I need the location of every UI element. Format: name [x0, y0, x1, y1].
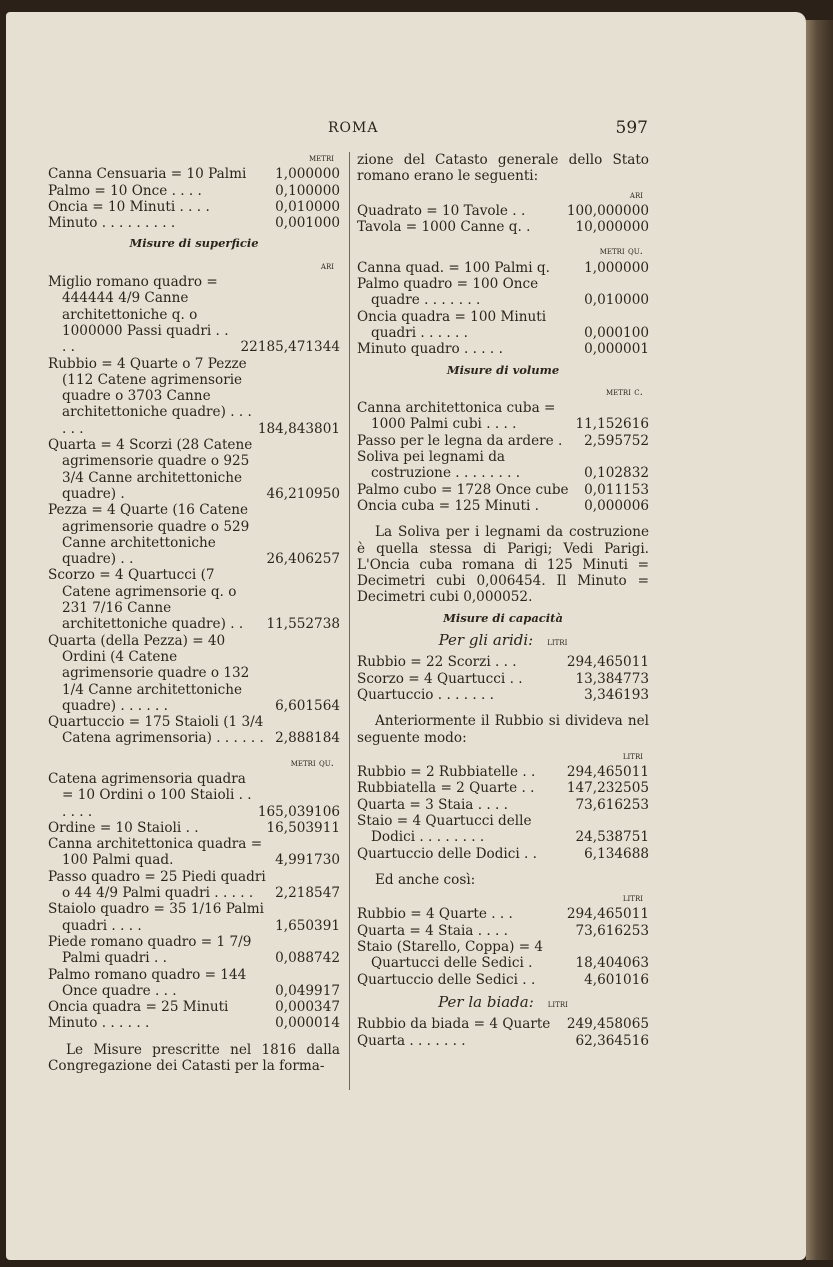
row-value: 4,991730	[275, 852, 340, 869]
table-row	[357, 1033, 649, 1049]
row-label: Canna quad. = 100 Palmi q.	[357, 259, 550, 276]
table-row	[48, 166, 340, 182]
row-label: Oncia quadra = 25 Minuti	[48, 999, 229, 1016]
row-value: 165,039106	[257, 803, 340, 820]
surface-table-2	[48, 771, 340, 1032]
row-value: 100,000000	[566, 202, 649, 219]
section-heading: Misure di volume	[446, 362, 560, 377]
row-label: Palmo romano quadro = 144 Once quadre . . .	[48, 966, 247, 999]
table-row	[48, 869, 340, 902]
table-row	[357, 797, 649, 813]
row-value: 46,210950	[266, 485, 340, 502]
row-label: Staiolo quadro = 35 1/16 Palmi quadri . . . .	[48, 901, 264, 934]
row-value: 249,458065	[566, 1016, 649, 1033]
table-row	[48, 967, 340, 1000]
row-label: Piede romano quadro = 1 7/9 Palmi quadri . .	[48, 933, 252, 967]
paragraph: Ed anche così:	[375, 871, 476, 888]
row-label: Quarta = 3 Staia . . . .	[357, 796, 508, 813]
row-label: Scorzo = 4 Quartucci (7 Catene agrimensorie q. o 231 7/16 Canne architettoniche quadre) . .	[48, 567, 244, 633]
row-label: Quartuccio delle Dodici . .	[357, 845, 537, 862]
subsection-heading: Per la biada: litri	[438, 992, 568, 1011]
table-row	[357, 923, 649, 939]
row-value: 0,088742	[275, 950, 340, 967]
ari-table	[357, 203, 649, 236]
anteriormente-table	[357, 764, 649, 862]
row-label: Soliva pei legnami da costruzione . . . . . . . .	[357, 449, 521, 482]
table-row	[357, 203, 649, 219]
table-row	[357, 846, 649, 862]
table-row	[357, 906, 649, 922]
right-column	[357, 150, 649, 1049]
volume-table	[357, 400, 649, 514]
row-label: Passo per le legna da ardere .	[357, 432, 563, 449]
paragraph: zione del Catasto generale dello Stato romano erano le seguenti:	[357, 152, 649, 185]
row-value: 22185,471344	[240, 339, 340, 356]
row-label: Quarta = 4 Scorzi (28 Catene agrimensorie quadre o 925 3/4 Canne architettoniche quadre) .	[48, 437, 253, 502]
row-value: 73,616253	[575, 796, 649, 813]
units-label: metri qu.	[290, 756, 334, 769]
row-value: 6,601564	[275, 697, 340, 714]
row-value: 2,218547	[275, 885, 340, 902]
table-row	[357, 276, 649, 309]
table-row	[48, 820, 340, 836]
table-row	[357, 433, 649, 449]
row-label: Rubbio = 22 Scorzi . . .	[357, 654, 517, 671]
table-row	[48, 1015, 340, 1031]
row-value: 294,465011	[566, 764, 649, 781]
table-row	[357, 654, 649, 670]
table-row	[357, 400, 649, 433]
row-value: 0,001000	[275, 215, 340, 232]
row-label: Scorzo = 4 Quartucci . .	[357, 670, 523, 687]
section-heading: Misure di capacità	[443, 610, 563, 625]
row-value: 26,406257	[266, 551, 340, 568]
row-value: 0,000001	[584, 341, 649, 358]
units-label: metri c.	[605, 385, 643, 398]
table-row	[357, 482, 649, 498]
mq-table	[357, 260, 649, 358]
row-value: 4,601016	[584, 971, 649, 988]
row-label: Staio = 4 Quartucci delle Dodici . . . . . . . .	[357, 812, 532, 846]
paragraph: Le Misure prescritte nel 1816 dalla Congregazione dei Catasti per la forma-	[48, 1041, 340, 1075]
table-row	[48, 215, 340, 231]
row-label: Rubbio da biada = 4 Quarte	[357, 1016, 551, 1033]
table-row	[357, 498, 649, 514]
row-label: Catena agrimensoria quadra = 10 Ordini o 100 Staioli . . . . . .	[48, 770, 252, 820]
row-label: Oncia = 10 Minuti . . . .	[48, 198, 210, 215]
row-label: Canna Censuaria = 10 Palmi	[48, 166, 247, 183]
table-row	[357, 939, 649, 972]
row-label: Quartuccio delle Sedici . .	[357, 971, 536, 988]
table-row	[48, 771, 340, 820]
length-table	[48, 166, 340, 231]
table-row	[357, 780, 649, 796]
row-value: 0,000006	[584, 497, 649, 514]
row-label: Tavola = 1000 Canne q. .	[357, 219, 531, 236]
table-row	[48, 183, 340, 199]
row-value: 184,843801	[257, 420, 340, 437]
row-label: Minuto quadro . . . . .	[357, 341, 503, 358]
row-value: 2,595752	[584, 432, 649, 449]
row-value: 0,000347	[275, 999, 340, 1016]
table-row	[357, 764, 649, 780]
row-label: Rubbio = 4 Quarte o 7 Pezze (112 Catene agrimensorie quadre o 3703 Canne architettoniche quadre) . . . . . .	[48, 355, 252, 437]
row-label: Quarta (della Pezza) = 40 Ordini (4 Catene agrimensorie quadre o 132 1/4 Canne architettoniche quadre) . . . . . .	[48, 632, 250, 714]
row-value: 18,404063	[575, 955, 649, 972]
row-value: 11,152616	[575, 416, 649, 433]
column-divider	[349, 152, 350, 1090]
table-row	[48, 274, 340, 355]
aridi-table	[357, 654, 649, 703]
row-value: 0,100000	[275, 182, 340, 199]
row-label: Quarta . . . . . . .	[357, 1032, 466, 1049]
table-row	[357, 449, 649, 482]
row-value: 3,346193	[584, 686, 649, 703]
table-row	[48, 567, 340, 632]
row-label: Oncia cuba = 125 Minuti .	[357, 497, 539, 514]
subsection-heading: Per gli aridi: litri	[438, 631, 568, 650]
units-label: ari	[629, 188, 643, 201]
table-row	[357, 341, 649, 357]
row-value: 1,000000	[275, 166, 340, 183]
table-row	[357, 813, 649, 846]
table-row	[48, 502, 340, 567]
table-row	[357, 219, 649, 235]
row-value: 0,049917	[275, 982, 340, 999]
biada-table	[357, 1016, 649, 1049]
row-label: Rubbio = 4 Quarte . . .	[357, 906, 513, 923]
row-value: 0,010000	[584, 292, 649, 309]
table-row	[48, 901, 340, 934]
row-value: 294,465011	[566, 654, 649, 671]
units-label: litri	[622, 892, 643, 905]
row-label: Quartuccio . . . . . . .	[357, 686, 494, 703]
row-value: 24,538751	[575, 829, 649, 846]
row-label: Quadrato = 10 Tavole . .	[357, 202, 526, 219]
table-row	[48, 437, 340, 502]
row-label: Staio (Starello, Coppa) = 4 Quartucci delle Sedici .	[357, 939, 544, 972]
row-label: Minuto . . . . . .	[48, 1015, 150, 1032]
paragraph: La Soliva per i legnami da costruzione è quella stessa di Parigi; Vedi Parigi. L'Oncia cuba romana di 125 Minuti = Decimetri cubi 0,006454. Il Minuto = Decimetri cubi 0,000052.	[357, 524, 649, 606]
left-column	[48, 150, 340, 1076]
row-value: 0,010000	[275, 198, 340, 215]
table-row	[48, 999, 340, 1015]
row-label: Rubbio = 2 Rubbiatelle . .	[357, 764, 536, 781]
table-row	[357, 309, 649, 342]
table-row	[357, 687, 649, 703]
table-row	[48, 714, 340, 747]
table-row	[48, 633, 340, 714]
table-row	[48, 199, 340, 215]
row-value: 294,465011	[566, 906, 649, 923]
row-label: Canna architettonica quadra = 100 Palmi quad.	[48, 836, 263, 869]
row-value: 13,384773	[575, 670, 649, 687]
units-label: litri	[622, 749, 643, 762]
section-heading: Misure di superficie	[129, 236, 259, 251]
running-title: ROMA	[328, 120, 379, 136]
units-label: ari	[320, 259, 334, 272]
paragraph: Anteriormente il Rubbio si divideva nel seguente modo:	[357, 713, 649, 746]
row-value: 62,364516	[575, 1032, 649, 1049]
table-row	[357, 260, 649, 276]
row-value: 0,000100	[584, 324, 649, 341]
units-label: metri	[309, 152, 334, 164]
table-row	[357, 1016, 649, 1032]
page-number: 597	[615, 118, 648, 138]
page-header	[48, 120, 653, 140]
surface-table	[48, 274, 340, 747]
row-label: Passo quadro = 25 Piedi quadri o 44 4/9 Palmi quadri . . . . .	[48, 868, 266, 902]
row-label: Palmo cubo = 1728 Once cube	[357, 481, 569, 498]
anche-table	[357, 906, 649, 987]
row-value: 73,616253	[575, 922, 649, 939]
row-value: 16,503911	[266, 819, 340, 836]
row-value: 0,000014	[275, 1015, 340, 1032]
row-value: 1,000000	[584, 259, 649, 276]
row-label: Quarta = 4 Staia . . . .	[357, 922, 508, 939]
table-row	[357, 972, 649, 988]
table-row	[357, 671, 649, 687]
row-label: Rubbiatella = 2 Quarte . .	[357, 780, 535, 797]
page-stack-edge	[806, 20, 833, 1260]
row-label: Palmo quadro = 100 Once quadre . . . . . . .	[357, 276, 539, 309]
row-value: 0,102832	[584, 465, 649, 482]
units-label: metri qu.	[599, 245, 643, 258]
table-row	[48, 356, 340, 437]
row-label: Oncia quadra = 100 Minuti quadri . . . . . .	[357, 308, 547, 341]
row-value: 0,011153	[584, 481, 649, 498]
table-row	[48, 836, 340, 869]
row-value: 10,000000	[575, 219, 649, 236]
row-value: 1,650391	[275, 917, 340, 934]
row-label: Minuto . . . . . . . . .	[48, 215, 176, 232]
row-label: Canna architettonica cuba = 1000 Palmi cubi . . . .	[357, 400, 556, 433]
row-value: 2,888184	[275, 730, 340, 747]
row-value: 11,552738	[266, 616, 340, 633]
row-label: Quartuccio = 175 Staioli (1 3/4 Catena agrimensoria) . . . . . .	[48, 714, 264, 747]
row-label: Pezza = 4 Quarte (16 Catene agrimensorie quadre o 529 Canne architettoniche quadre) . .	[48, 502, 250, 568]
row-value: 147,232505	[566, 780, 649, 797]
table-row	[48, 934, 340, 967]
row-label: Palmo = 10 Once . . . .	[48, 182, 202, 199]
row-label: Miglio romano quadro = 444444 4/9 Canne architettoniche q. o 1000000 Passi quadri . . . .	[48, 274, 229, 356]
row-value: 6,134688	[584, 845, 649, 862]
row-label: Ordine = 10 Staioli . .	[48, 819, 199, 836]
